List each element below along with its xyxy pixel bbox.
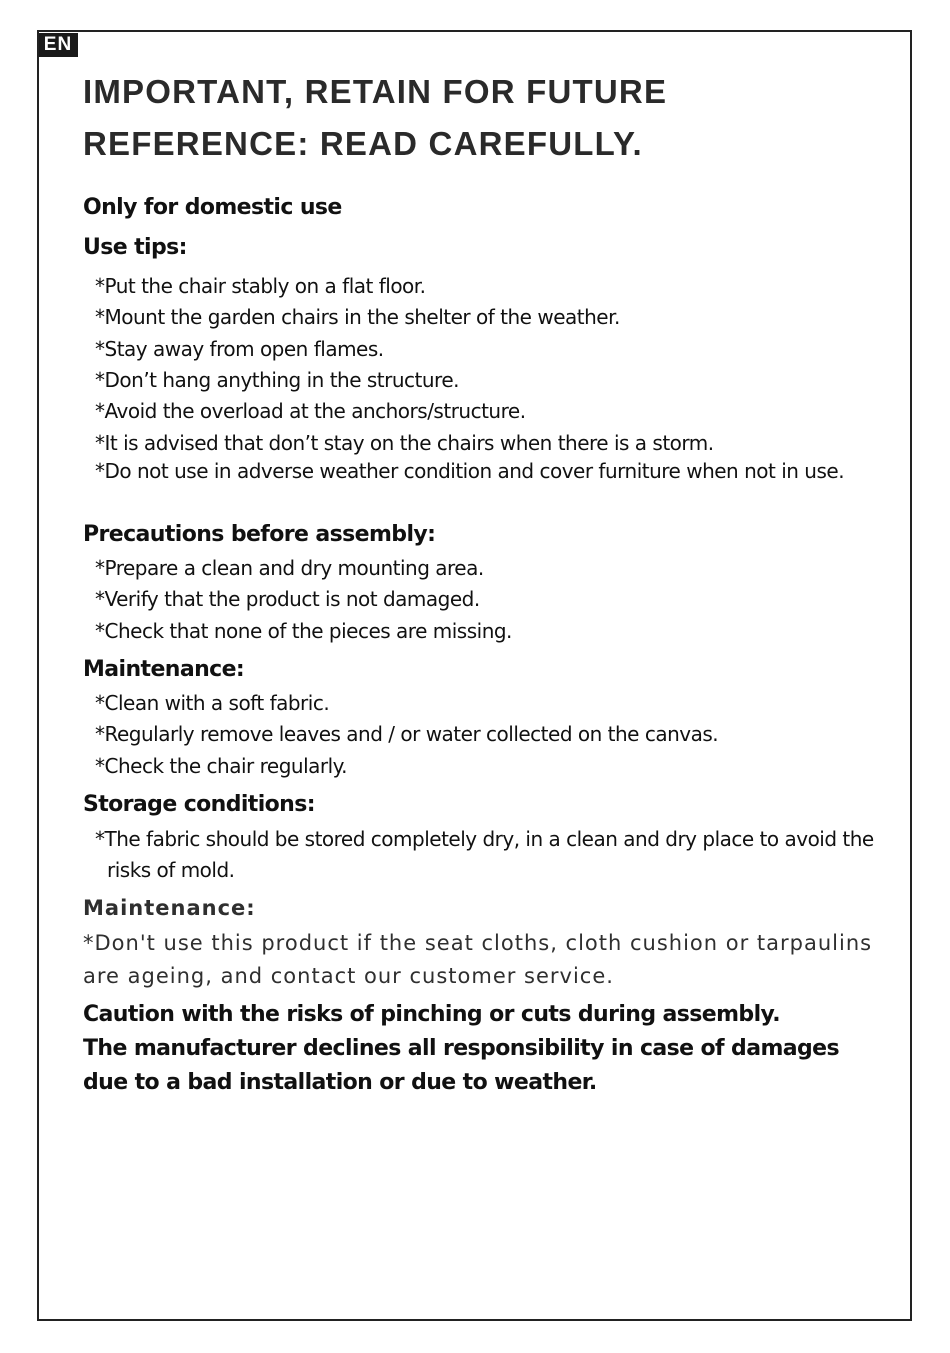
liability-disclaimer: The manufacturer declines all responsibility in case of damages due to a bad installation or due to weather. — [83, 1036, 839, 1095]
use-tip-item: *Don’t hang anything in the structure. — [95, 368, 459, 392]
use-tip-item: *Mount the garden chairs in the shelter of the weather. — [95, 305, 620, 329]
use-tip-item: *It is advised that don’t stay on the chairs when there is a storm. — [95, 431, 714, 455]
precaution-item: *Prepare a clean and dry mounting area. — [95, 556, 484, 580]
use-tips-heading: Use tips: — [83, 235, 187, 260]
maintenance-item: *Regularly remove leaves and / or water collected on the canvas. — [95, 722, 719, 746]
precaution-item: *Verify that the product is not damaged. — [95, 587, 480, 611]
language-badge: EN — [38, 33, 78, 57]
use-tip-item: *Put the chair stably on a flat floor. — [95, 274, 426, 298]
storage-heading: Storage conditions: — [83, 792, 315, 817]
page-title-line-2: REFERENCE: READ CAREFULLY. — [83, 125, 643, 162]
maintenance-item: *Clean with a soft fabric. — [95, 691, 330, 715]
caution-notice: Caution with the risks of pinching or cuts during assembly. — [83, 1002, 781, 1027]
maintenance-heading: Maintenance: — [83, 657, 245, 682]
precautions-heading: Precautions before assembly: — [83, 522, 436, 547]
use-tip-item: *Avoid the overload at the anchors/structure. — [95, 399, 526, 423]
page-title-line-1: IMPORTANT, RETAIN FOR FUTURE — [83, 73, 668, 110]
maintenance-secondary-text: *Don't use this product if the seat cloths, cloth cushion or tarpaulins are ageing, and contact our customer service. — [83, 931, 873, 988]
storage-item: *The fabric should be stored completely dry, in a clean and dry place to avoid the risks of mold. — [95, 827, 874, 882]
use-tip-item: *Stay away from open flames. — [95, 337, 384, 361]
precaution-item: *Check that none of the pieces are missing. — [95, 619, 512, 643]
maintenance-secondary-heading: Maintenance: — [83, 896, 256, 920]
page-title — [83, 66, 873, 170]
maintenance-item: *Check the chair regularly. — [95, 754, 348, 778]
domestic-use-notice: Only for domestic use — [83, 195, 342, 220]
use-tip-item: *Do not use in adverse weather condition and cover furniture when not in use. — [95, 459, 845, 483]
